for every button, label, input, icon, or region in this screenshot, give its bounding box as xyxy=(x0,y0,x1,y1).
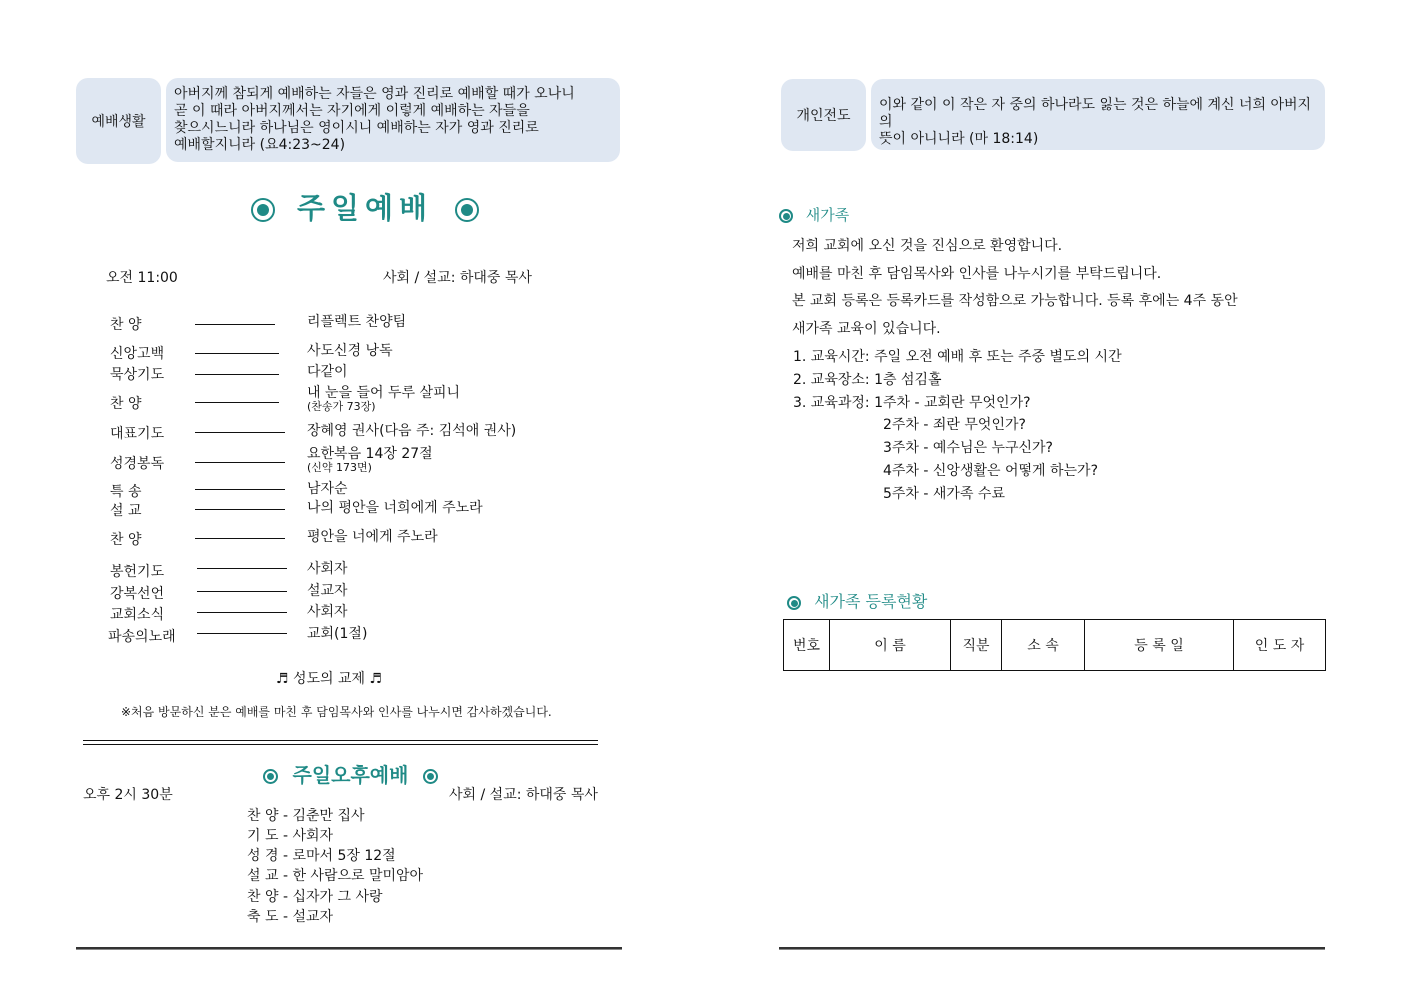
order-label: 대표기도 xyxy=(110,426,165,442)
order-value: 장혜영 권사(다음 주: 김석애 권사) xyxy=(307,423,517,439)
main-service-title xyxy=(0,186,730,227)
order-value: 사회자 xyxy=(307,561,348,577)
newcomer-line: 저희 교회에 오신 것을 진심으로 환영합니다. xyxy=(792,238,1063,254)
bullet-icon xyxy=(423,769,438,784)
bullet-icon xyxy=(787,596,801,610)
newcomer-heading xyxy=(779,204,849,225)
service-leader: 사회 / 설교: 하대중 목사 xyxy=(383,270,532,286)
order-divider xyxy=(197,591,287,592)
bullet-icon xyxy=(263,769,278,784)
order-value-sub: (찬송가 73장) xyxy=(307,400,376,413)
order-divider xyxy=(195,432,285,433)
order-value: 사도신경 낭독 xyxy=(307,343,393,359)
afternoon-order-item: 기 도 - 사회자 xyxy=(247,828,334,844)
worship-quote xyxy=(166,78,620,162)
registration-heading xyxy=(787,589,927,612)
main-service-title-text: 주일예배 xyxy=(296,191,434,225)
order-value xyxy=(307,385,460,413)
table-header-cell: 등 록 일 xyxy=(1085,620,1234,671)
bottom-rule xyxy=(779,947,1325,950)
order-divider xyxy=(197,633,287,634)
order-label: 찬 양 xyxy=(110,532,142,548)
order-divider xyxy=(195,374,279,375)
education-week: 4주차 - 신앙생활은 어떻게 하는가? xyxy=(883,463,1099,479)
order-divider xyxy=(195,509,285,510)
bottom-rule xyxy=(76,947,622,950)
order-value: 리플렉트 찬양팀 xyxy=(307,314,407,330)
order-value: 교회(1절) xyxy=(307,626,368,642)
evangelism-quote-line: 뜻이 아니니라 (마 18:14) xyxy=(879,131,1039,147)
registration-table xyxy=(783,619,1326,671)
newcomer-line: 예배를 마친 후 담임목사와 인사를 나누시기를 부탁드립니다. xyxy=(792,266,1162,282)
afternoon-leader: 사회 / 설교: 하대중 목사 xyxy=(449,787,598,803)
order-label: 묵상기도 xyxy=(110,367,165,383)
order-label: 성경봉독 xyxy=(110,456,165,472)
order-label: 신앙고백 xyxy=(110,346,165,362)
order-label: 강복선언 xyxy=(110,586,165,602)
order-value xyxy=(307,446,433,474)
section-divider xyxy=(83,740,598,745)
worship-quote-line: 아버지께 참되게 예배하는 자들은 영과 진리로 예배할 때가 오나니 xyxy=(174,86,575,102)
education-week: 5주차 - 새가족 수료 xyxy=(883,486,1005,502)
fellowship-note: ♬ 성도의 교제 ♬ xyxy=(276,671,383,687)
order-value: 사회자 xyxy=(307,604,348,620)
service-time: 오전 11:00 xyxy=(106,270,178,286)
order-value: 설교자 xyxy=(307,583,348,599)
order-value-sub: (신약 173면) xyxy=(307,461,372,474)
worship-quote-line: 곧 이 때라 아버지께서는 자기에게 이렇게 예배하는 자들을 xyxy=(174,103,530,119)
order-divider xyxy=(195,462,285,463)
order-divider xyxy=(197,612,287,613)
education-week: 2주차 - 죄란 무엇인가? xyxy=(883,417,1026,433)
worship-tag-label: 예배생활 xyxy=(91,114,146,130)
order-value-main: 내 눈을 들어 두루 살피니 xyxy=(307,385,461,401)
afternoon-time: 오후 2시 30분 xyxy=(83,787,173,803)
order-label: 특 송 xyxy=(110,484,142,500)
order-label: 찬 양 xyxy=(110,396,142,412)
table-header-cell: 소 속 xyxy=(1002,620,1085,671)
order-divider xyxy=(195,489,285,490)
visitor-notice: ※처음 방문하신 분은 예배를 마친 후 담임목사와 인사를 나누시면 감사하겠습니다. xyxy=(121,705,552,719)
table-header-cell: 직분 xyxy=(951,620,1002,671)
order-divider xyxy=(195,324,275,325)
order-value: 남자순 xyxy=(307,481,348,497)
afternoon-order-item: 축 도 - 설교자 xyxy=(247,909,334,925)
right-page xyxy=(701,0,1402,992)
left-page xyxy=(0,0,701,992)
order-label: 찬 양 xyxy=(110,317,142,333)
order-value: 나의 평안을 너희에게 주노라 xyxy=(307,500,483,516)
worship-quote-line: 예배할지니라 (요4:23~24) xyxy=(174,137,346,153)
registration-heading-text: 새가족 등록현황 xyxy=(814,592,928,611)
education-line: 3. 교육과정: 1주차 - 교회란 무엇인가? xyxy=(793,395,1031,411)
afternoon-order-item: 찬 양 - 김춘만 집사 xyxy=(247,808,365,824)
order-value: 평안을 너에게 주노라 xyxy=(307,529,438,545)
order-value-main: 요한복음 14장 27절 xyxy=(307,446,433,462)
afternoon-order-item: 성 경 - 로마서 5장 12절 xyxy=(247,848,396,864)
order-label: 교회소식 xyxy=(110,607,165,623)
afternoon-service-title-text: 주일오후예배 xyxy=(292,763,409,787)
afternoon-order-item: 설 교 - 한 사람으로 말미암아 xyxy=(247,868,424,884)
order-label: 파송의노래 xyxy=(108,629,176,645)
evangelism-quote-line: 이와 같이 이 작은 자 중의 하나라도 잃는 것은 하늘에 계신 너희 아버지의 xyxy=(879,97,1312,130)
education-line: 1. 교육시간: 주일 오전 예배 후 또는 주중 별도의 시간 xyxy=(793,349,1122,365)
table-header-cell: 번호 xyxy=(784,620,830,671)
bullet-icon xyxy=(779,209,793,223)
order-divider xyxy=(195,402,279,403)
order-divider xyxy=(195,538,285,539)
evangelism-quote xyxy=(871,79,1325,150)
table-header-row xyxy=(784,620,1326,671)
order-label: 설 교 xyxy=(110,503,142,519)
order-value: 다같이 xyxy=(307,364,348,380)
order-divider xyxy=(195,353,279,354)
worship-quote-line: 찾으시느니라 하나님은 영이시니 예배하는 자가 영과 진리로 xyxy=(174,120,539,136)
evangelism-tag xyxy=(781,79,866,151)
bullet-icon xyxy=(455,198,479,222)
bullet-icon xyxy=(251,198,275,222)
afternoon-order-item: 찬 양 - 십자가 그 사랑 xyxy=(247,889,383,905)
education-line: 2. 교육장소: 1층 섬김홀 xyxy=(793,372,942,388)
worship-tag xyxy=(76,78,161,164)
table-header-cell: 이 름 xyxy=(830,620,951,671)
newcomer-heading-text: 새가족 xyxy=(805,206,850,224)
order-divider xyxy=(197,568,287,569)
table-header-cell: 인 도 자 xyxy=(1234,620,1326,671)
order-label: 봉헌기도 xyxy=(110,564,165,580)
newcomer-line: 새가족 교육이 있습니다. xyxy=(792,321,941,337)
education-week: 3주차 - 예수님은 누구신가? xyxy=(883,440,1053,456)
evangelism-tag-label: 개인전도 xyxy=(796,108,851,124)
newcomer-line: 본 교회 등록은 등록카드를 작성함으로 가능합니다. 등록 후에는 4주 동안 xyxy=(792,293,1238,309)
